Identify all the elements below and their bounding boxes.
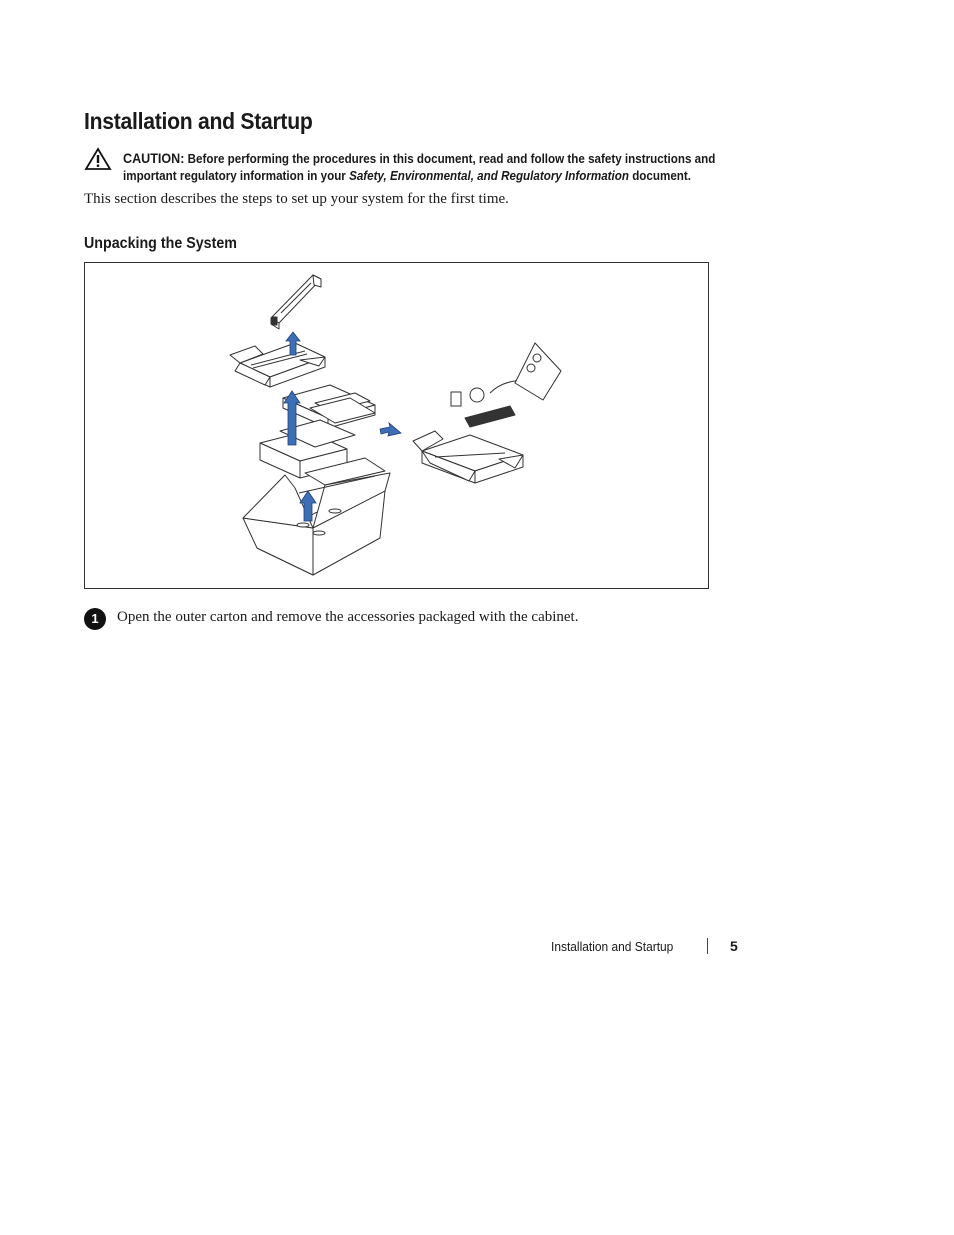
arrow-right-foam [380, 423, 401, 436]
accessory-box [413, 431, 523, 483]
page-title: Installation and Startup [84, 108, 313, 134]
step-number-badge: 1 [84, 608, 106, 630]
caution-doc-name: Safety, Environmental, and Regulatory Information [349, 169, 629, 183]
outer-carton [243, 458, 390, 575]
accessories [451, 343, 561, 427]
step-text: Open the outer carton and remove the accessories packaged with the cabinet. [117, 609, 579, 625]
unpacking-illustration [84, 262, 709, 589]
caution-text-end: document. [628, 169, 691, 183]
rail-box [230, 343, 325, 387]
caution-triangle-icon [84, 147, 112, 171]
caution-label: CAUTION: [123, 151, 185, 166]
footer-section-title: Installation and Startup [551, 939, 674, 954]
caution-text: Before performing the procedures in this document, read and follow the safety instructions and important regulatory information in your [123, 152, 716, 183]
footer-divider [707, 938, 708, 954]
caution-notice [123, 150, 718, 185]
page-number: 5 [730, 938, 738, 954]
intro-paragraph: This section describes the steps to set up your system for the first time. [84, 191, 509, 207]
subsection-title: Unpacking the System [84, 235, 237, 252]
rail-kit [271, 275, 321, 329]
unpacking-diagram [85, 263, 708, 588]
